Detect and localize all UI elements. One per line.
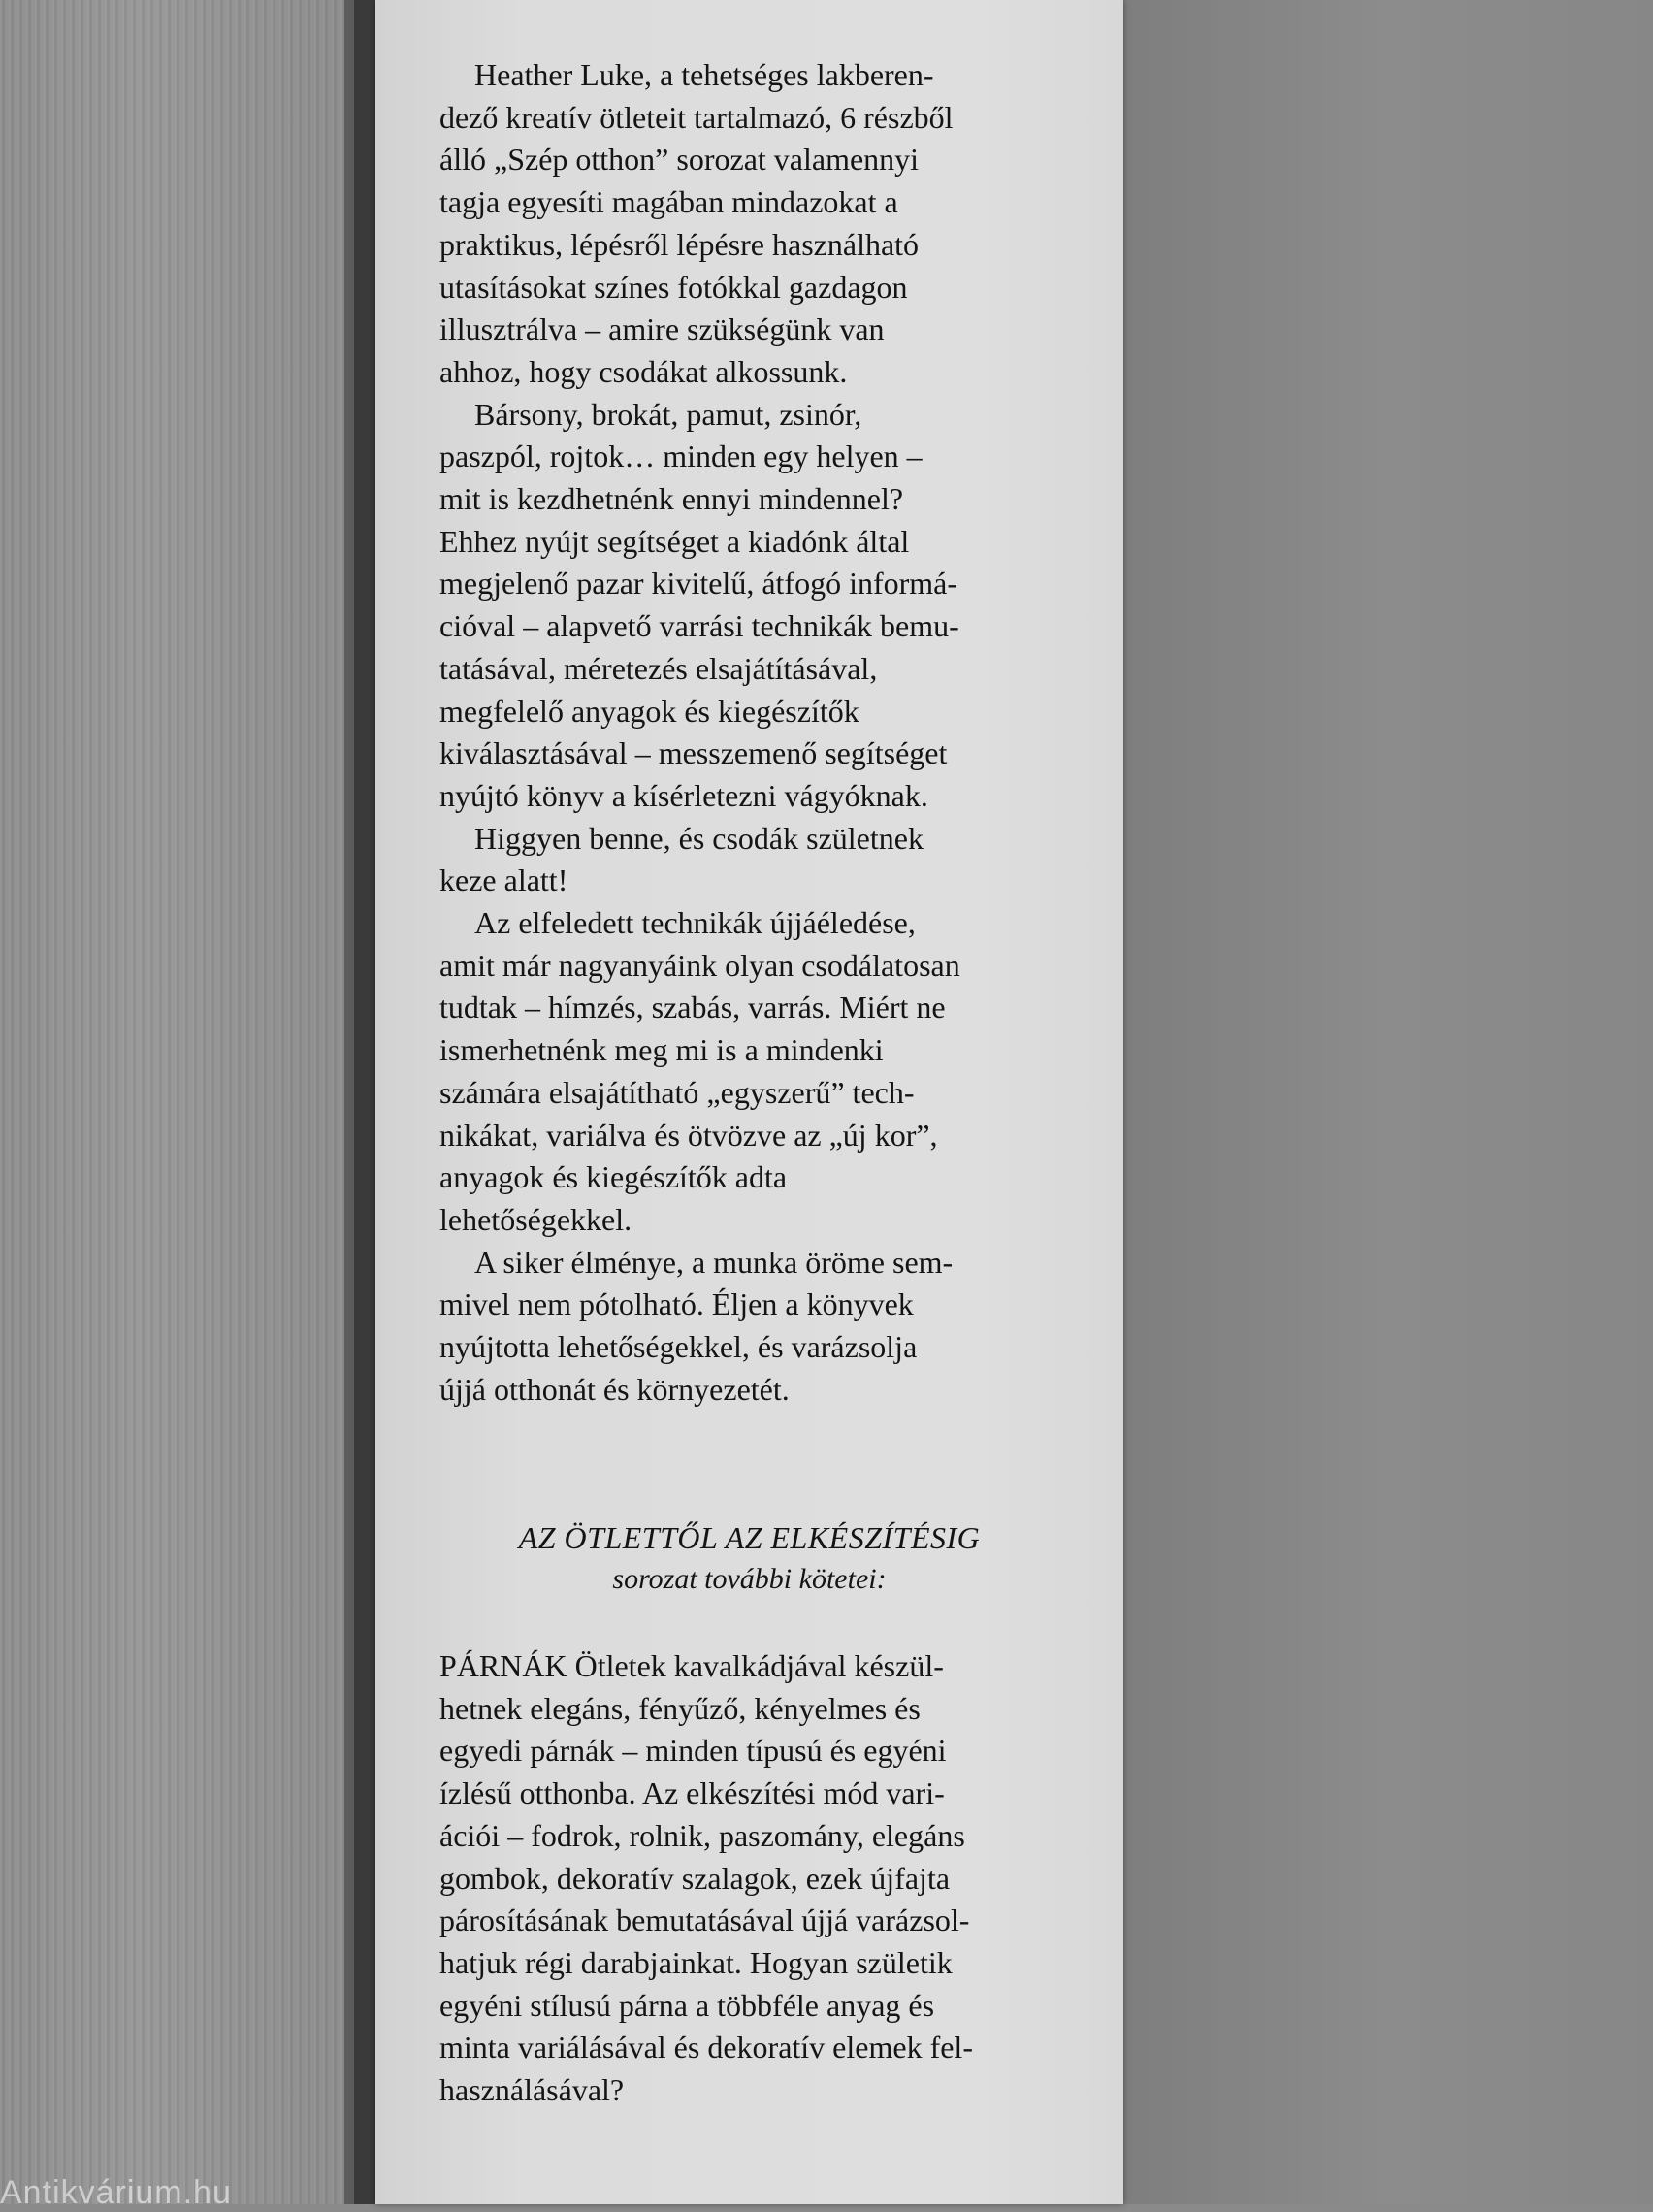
text-line: nyújtotta lehetőségekkel, és varázsolja	[439, 1329, 918, 1365]
text-line: nyújtó könyv a kísérletezni vágyóknak.	[439, 777, 928, 813]
text-line: megjelenő pazar kivitelű, átfogó informá-	[439, 566, 958, 602]
text-line: nikákat, variálva és ötvözve az „új kor”,	[439, 1117, 938, 1153]
text-line: anyagok és kiegészítők adta	[439, 1159, 788, 1195]
text-line: mit is kezdhetnénk ennyi mindennel?	[439, 481, 904, 517]
text-line: cióval – alapvető varrási technikák bemu-	[439, 608, 959, 644]
text-line: egyéni stílusú párna a többféle anyag és	[439, 1987, 935, 2023]
text-line: álló „Szép otthon” sorozat valamennyi	[439, 142, 920, 178]
text-line: használásával?	[439, 2072, 625, 2108]
text-line: illusztrálva – amire szükségünk van	[439, 311, 885, 347]
paragraph	[439, 818, 1021, 902]
text-line: utasításokat színes fotókkal gazdagon	[439, 269, 908, 305]
text-line: ahhoz, hogy csodákat alkossunk.	[439, 353, 848, 389]
text-line: Ehhez nyújt segítséget a kiadónk által	[439, 523, 910, 559]
text-line: Heather Luke, a tehetséges lakberen-	[474, 57, 934, 92]
text-line: PÁRNÁK Ötletek kavalkádjával készül-	[439, 1648, 944, 1683]
text-line: tudtak – hímzés, szabás, varrás. Miért ne	[439, 990, 946, 1025]
left-book-cover	[0, 0, 354, 2211]
text-line: amit már nagyanyáink olyan csodálatosan	[439, 947, 960, 983]
text-line: egyedi párnák – minden típusú és egyéni	[439, 1733, 947, 1769]
text-line: hetnek elegáns, fényűző, kényelmes és	[439, 1690, 921, 1726]
text-line: tagja egyesíti magában mindazokat a	[439, 184, 898, 220]
text-line: kiválasztásával – messzemenő segítséget	[439, 735, 948, 771]
book-flap-page	[375, 0, 1123, 2204]
paragraph	[439, 1242, 1021, 1412]
text-line: keze alatt!	[439, 862, 568, 898]
watermark-text: Antikvárium.hu	[0, 2174, 232, 2211]
series-title: AZ ÖTLETTŐL AZ ELKÉSZÍTÉSIG	[518, 1520, 981, 1555]
text-line: ízlésű otthonba. Az elkészítési mód vari-	[439, 1775, 945, 1811]
text-line: megfelelő anyagok és kiegészítők	[439, 693, 859, 729]
text-line: minta variálásával és dekoratív elemek fel-	[439, 2030, 973, 2066]
text-line: újjá otthonát és környezetét.	[439, 1371, 790, 1407]
series-subtitle: sorozat további kötetei:	[612, 1563, 887, 1595]
paragraph	[439, 394, 1021, 818]
text-line: számára elsajátítható „egyszerű” tech-	[439, 1074, 915, 1110]
text-line: A siker élménye, a munka öröme sem-	[474, 1244, 954, 1280]
paragraph	[439, 54, 1021, 394]
text-line: ációi – fodrok, rolnik, paszomány, elegáns	[439, 1817, 965, 1853]
paragraph	[439, 902, 1021, 1242]
text-line: Higgyen benne, és csodák születnek	[474, 820, 924, 856]
text-line: mivel nem pótolható. Éljen a könyvek	[439, 1286, 914, 1322]
text-line: tatásával, méretezés elsajátításával,	[439, 650, 878, 686]
text-line: ismerhetnénk meg mi is a mindenki	[439, 1032, 884, 1068]
text-line: lehetőségekkel.	[439, 1201, 632, 1237]
text-line: hatjuk régi darabjainkat. Hogyan születik	[439, 1944, 953, 1980]
text-line: praktikus, lépésről lépésre használható	[439, 226, 920, 262]
text-line: Az elfeledett technikák újjáéledése,	[474, 905, 916, 941]
book-spine-gap	[354, 0, 375, 2204]
right-background	[1123, 0, 1653, 2204]
text-line: gombok, dekoratív szalagok, ezek újfajta	[439, 1860, 951, 1896]
text-line: párosításának bemutatásával újjá varázsol-	[439, 1903, 970, 1938]
volume-description	[439, 1645, 1021, 2112]
text-line: Bársony, brokát, pamut, zsinór,	[474, 396, 862, 432]
text-line: paszpól, rojtok… minden egy helyen –	[439, 439, 923, 474]
text-line: dező kreatív ötleteit tartalmazó, 6 részből	[439, 99, 954, 135]
flap-body-text	[439, 54, 1021, 1412]
